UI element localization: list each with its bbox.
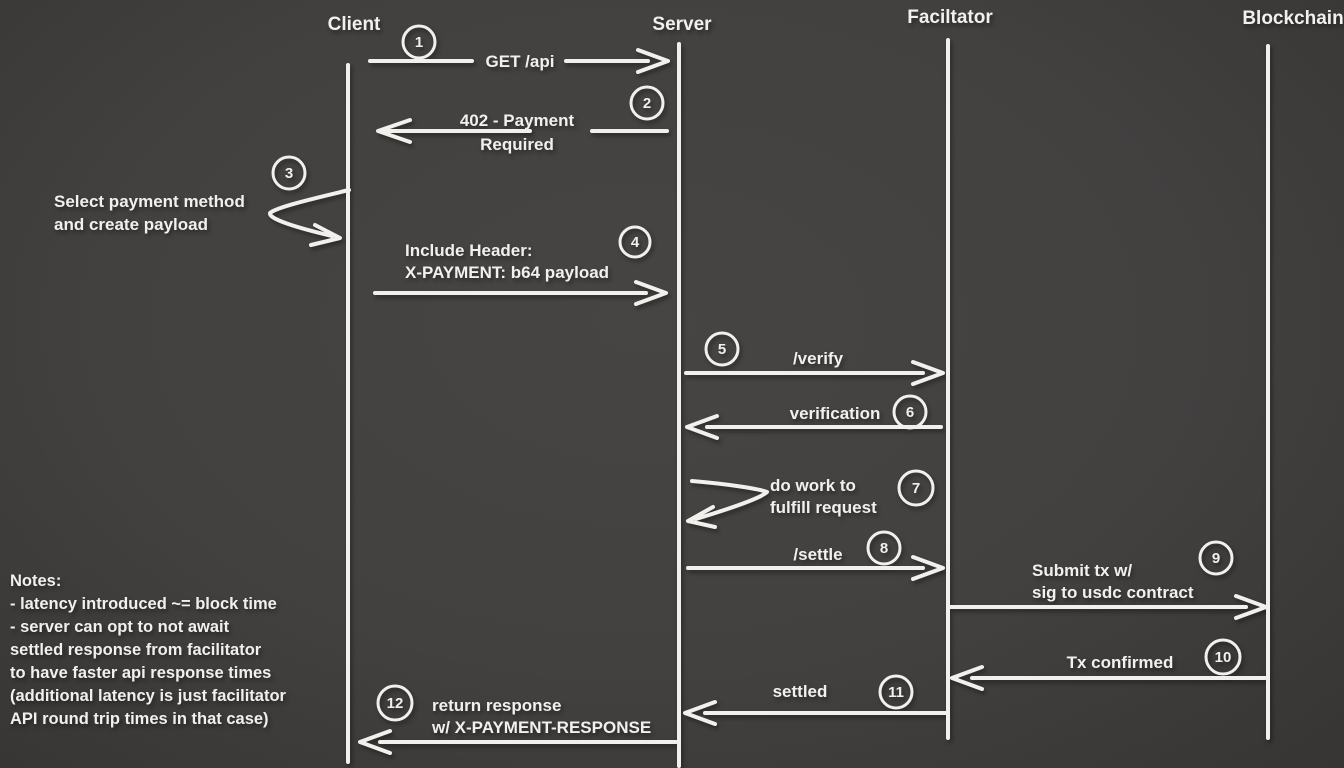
step-1-number: 1 (414, 34, 424, 51)
step-9-number: 9 (1211, 550, 1221, 567)
notes-line: settled response from facilitator (10, 641, 262, 659)
message-12-label-line1: return response (432, 696, 562, 715)
message-1-get-api (370, 26, 668, 72)
notes-line: (additional latency is just facilitator (10, 687, 286, 705)
message-8-label: /settle (793, 545, 843, 564)
message-2-label-line1: 402 - Payment (459, 111, 575, 130)
message-4-label-line2: X-PAYMENT: b64 payload (405, 263, 610, 282)
message-1-label: GET /api (485, 52, 555, 71)
message-2-label-line2: Required (480, 135, 554, 154)
message-3-label-line1: Select payment method (54, 192, 245, 211)
step-4-number: 4 (630, 234, 640, 251)
message-6-verification (687, 396, 941, 438)
message-5-verify (686, 333, 943, 384)
step-8-number: 8 (879, 540, 889, 557)
notes-line: to have faster api response times (10, 664, 272, 682)
step-2-number: 2 (642, 95, 652, 112)
message-7-label-line1: do work to (770, 476, 856, 495)
step-3-number: 3 (284, 165, 294, 182)
message-8-settle (688, 532, 943, 579)
message-10-tx-confirmed (952, 640, 1265, 689)
message-9-label-line1: Submit tx w/ (1032, 561, 1133, 580)
step-10-number: 10 (1214, 649, 1232, 666)
message-2-402 (378, 87, 667, 154)
message-4-label-line1: Include Header: (405, 241, 533, 260)
step-11-number: 11 (888, 684, 904, 701)
message-11-settled (685, 676, 946, 724)
actor-label-facilitator: Faciltator (907, 7, 993, 28)
message-12-return-response (360, 686, 676, 753)
notes-line: - latency introduced ~= block time (10, 595, 277, 613)
message-9-submit-tx (950, 542, 1266, 618)
step-5-number: 5 (717, 341, 727, 358)
message-4-x-payment (375, 227, 666, 304)
message-7-label-line2: fulfill request (770, 498, 877, 517)
notes-block (10, 572, 287, 728)
actor-label-blockchain: Blockchain (1242, 8, 1344, 29)
message-6-label: verification (789, 404, 881, 423)
message-7-do-work (688, 471, 933, 527)
notes-title: Notes: (10, 572, 62, 590)
step-12-number: 12 (386, 695, 404, 712)
actor-label-client: Client (327, 14, 381, 35)
message-12-label-line2: w/ X-PAYMENT-RESPONSE (432, 718, 652, 737)
arrow-3-loop (270, 190, 349, 236)
step-6-number: 6 (905, 404, 915, 421)
notes-line: API round trip times in that case) (10, 710, 269, 728)
message-5-label: /verify (792, 349, 844, 368)
message-11-label: settled (772, 682, 828, 701)
notes-line: - server can opt to not await (10, 618, 230, 636)
message-3-label-line2: and create payload (54, 215, 209, 234)
message-3-select-payment (54, 157, 349, 245)
actor-label-server: Server (652, 14, 712, 35)
message-10-label: Tx confirmed (1066, 653, 1174, 672)
step-7-number: 7 (911, 480, 921, 497)
lifeline-blockchain (1242, 8, 1343, 738)
message-9-label-line2: sig to usdc contract (1032, 583, 1194, 602)
lifeline-server (652, 14, 712, 766)
lifeline-client (328, 14, 381, 762)
